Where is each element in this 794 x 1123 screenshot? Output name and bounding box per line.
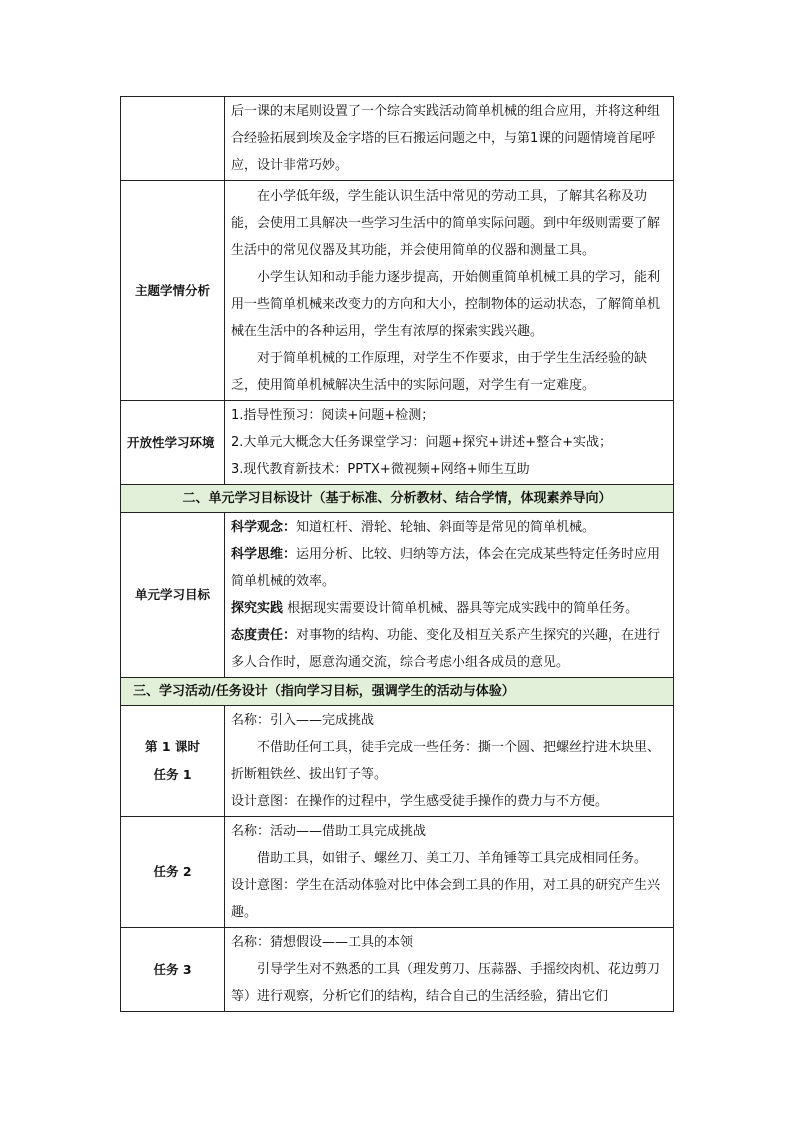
table-row	[121, 401, 674, 485]
goal-text: 知道杠杆、滑轮、轮轴、斜面等是常见的简单机械。	[296, 520, 596, 535]
table-row	[121, 513, 674, 678]
goal-key: 探究实践	[231, 601, 284, 616]
section-header-row	[121, 485, 674, 513]
task-body: 引导学生对不熟悉的工具（理发剪刀、压蒜器、手摇绞肉机、花边剪刀等）进行观察，分析它们的结构，结合自己的生活经验，猜出它们	[231, 962, 661, 1004]
lesson-label: 第 1 课时	[145, 739, 200, 754]
section-title: 三、学习活动/任务设计（指向学习目标，强调学生的活动与体验）	[121, 678, 674, 706]
task-label: 任务 3	[153, 961, 192, 977]
list-item: 1.指导性预习：阅读+问题+检测；	[231, 408, 435, 423]
task-intent: 设计意图：在操作的过程中，学生感受徒手操作的费力与不方便。	[231, 794, 609, 809]
row-label	[121, 928, 225, 1012]
goal-text: 对事物的结构、功能、变化及相互关系产生探究的兴趣，在进行多人合作时，愿意沟通交流，综合考虑小组各成员的意见。	[231, 628, 661, 670]
task-body: 借助工具，如钳子、螺丝刀、美工刀、羊角锤等工具完成相同任务。	[257, 851, 648, 866]
row-label: 开放性学习环境	[121, 401, 225, 485]
goal-item	[231, 622, 668, 676]
row-label: 主题学情分析	[121, 181, 225, 401]
table-row	[121, 817, 674, 928]
table-row	[121, 97, 674, 181]
section-header-row	[121, 678, 674, 706]
paragraph: 在小学低年级，学生能认识生活中常见的劳动工具，了解其名称及功能，会使用工具解决一些学习生活中的简单实际问题。到中年级则需要了解生活中的常见仪器及其功能，并会使用简单的仪器和测量工具。	[231, 188, 661, 258]
table-row	[121, 928, 674, 1012]
task-label: 任务 1	[153, 767, 192, 782]
list-item: 3.现代教育新技术：PPTX+微视频+网络+师生互助	[231, 462, 530, 477]
task-name: 名称：猜想假设——工具的本领	[231, 935, 414, 950]
empty-label-cell	[121, 97, 225, 181]
document-page	[120, 96, 673, 1012]
task-name: 名称：活动——借助工具完成挑战	[231, 824, 427, 839]
list-item: 2.大单元大概念大任务课堂学习：问题+探究+讲述+整合+实战；	[231, 435, 612, 450]
table-row	[121, 706, 674, 817]
paragraph: 对于简单机械的工作原理，对学生不作要求，由于学生生活经验的缺乏，使用简单机械解决生活中的实际问题，对学生有一定难度。	[231, 350, 648, 393]
task-body: 不借助任何工具，徒手完成一些任务：撕一个圆、把螺丝拧进木块里、折断粗铁丝、拔出钉子等。	[231, 740, 661, 782]
section-title: 二、单元学习目标设计（基于标准、分析教材、结合学情，体现素养导向）	[121, 485, 674, 513]
goal-text: 运用分析、比较、归纳等方法，体会在完成某些特定任务时应用简单机械的效率。	[231, 547, 661, 589]
lesson-plan-table	[120, 96, 674, 1012]
row-label: 单元学习目标	[121, 513, 225, 678]
goal-key: 科学观念：	[231, 520, 297, 535]
content-cell	[225, 401, 674, 485]
content-cell	[225, 181, 674, 401]
content-cell	[225, 706, 674, 817]
row-label	[121, 706, 225, 817]
content-cell	[225, 817, 674, 928]
content-cell	[225, 928, 674, 1012]
paragraph: 小学生认知和动手能力逐步提高，开始侧重简单机械工具的学习，能利用一些简单机械来改变力的方向和大小，控制物体的运动状态，了解简单机械在生活中的各种运用，学生有浓厚的探索实践兴趣。	[231, 269, 661, 339]
row-label	[121, 817, 225, 928]
goal-item	[231, 514, 668, 541]
goal-key: 态度责任：	[231, 628, 297, 643]
goal-key: 科学思维：	[231, 547, 297, 562]
task-name: 名称：引入——完成挑战	[231, 713, 375, 728]
task-intent: 设计意图：学生在活动体验对比中体会到工具的作用，对工具的研究产生兴趣。	[231, 878, 661, 920]
goal-item	[231, 595, 668, 622]
content-cell	[225, 97, 674, 181]
paragraph: 后一课的末尾则设置了一个综合实践活动简单机械的组合应用，并将这种组合经验拓展到埃及金字塔的巨石搬运问题之中，与第1课的问题情境首尾呼应，设计非常巧妙。	[231, 104, 661, 173]
content-cell	[225, 513, 674, 678]
goal-text: 根据现实需要设计简单机械、器具等完成实践中的简单任务。	[287, 601, 639, 616]
goal-item	[231, 541, 668, 595]
task-label: 任务 2	[153, 864, 192, 879]
table-row	[121, 181, 674, 401]
